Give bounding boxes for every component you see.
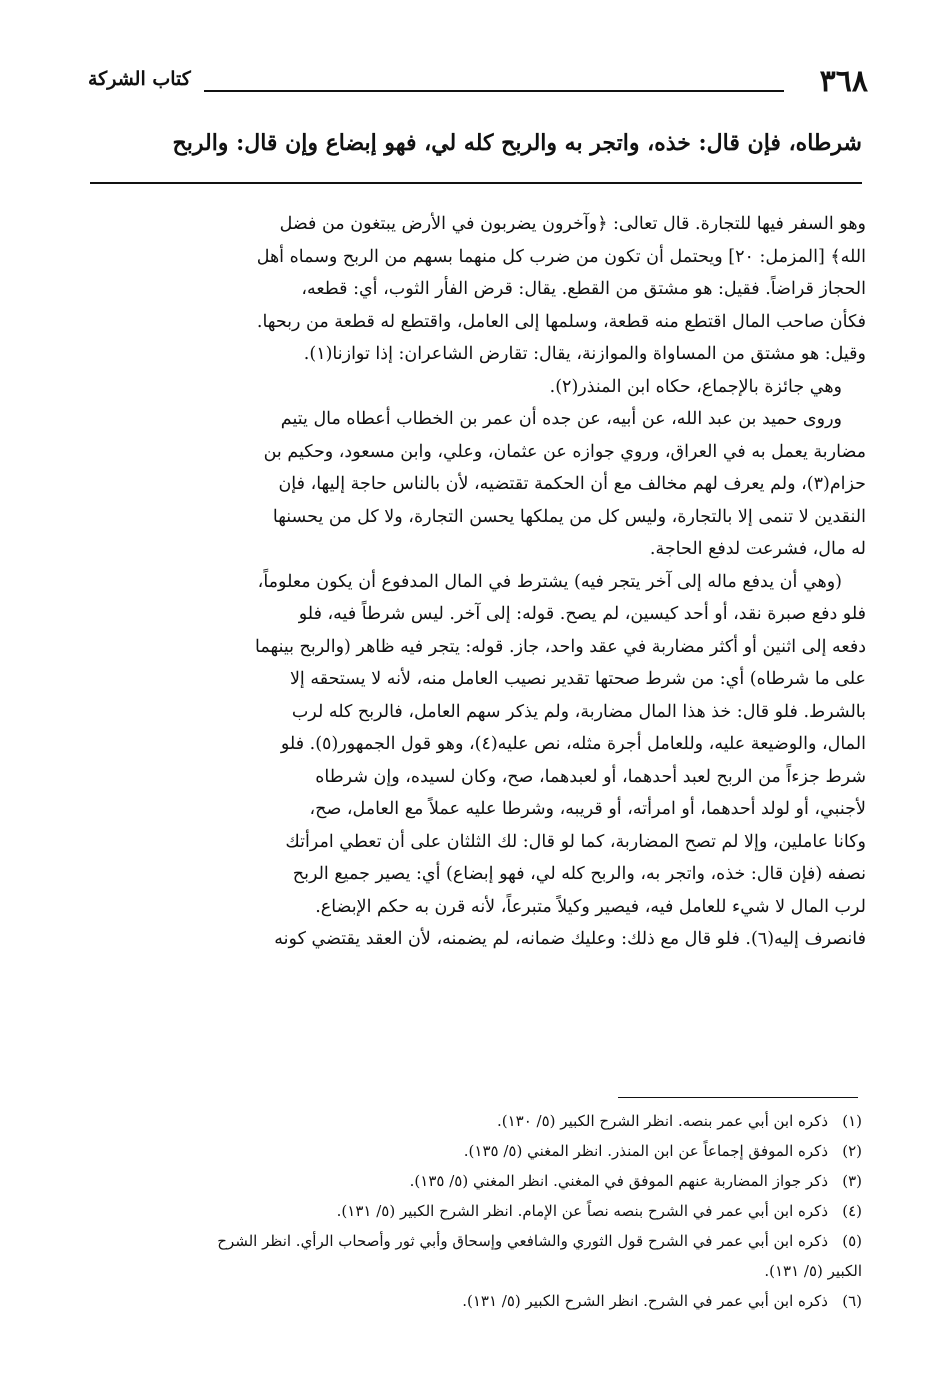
footnote-item <box>86 1106 862 1136</box>
footnote-continuation: الكبير (٥/ ١٣١). <box>764 1262 862 1280</box>
footnote-divider <box>618 1097 858 1098</box>
footnote-number: (٥) <box>842 1232 862 1250</box>
footnote-text: ذكر جواز المضاربة عنهم الموفق في المغني. انظر المغني (٥/ ١٣٥). <box>409 1172 828 1190</box>
body-line: وقيل: هو مشتق من المساواة والموازنة، يقال: تقارض الشاعران: إذا توازنا(١). <box>303 344 866 364</box>
commentary-body <box>86 208 866 956</box>
footnote-item <box>86 1286 862 1316</box>
body-line: النقدين لا تنمى إلا بالتجارة، وليس كل من يملكها يحسن التجارة، ولا كل من يحسنها <box>272 506 866 527</box>
footnote-text: ذكره الموفق إجماعاً عن ابن المنذر. انظر المغني (٥/ ١٣٥). <box>463 1142 828 1160</box>
body-line: وهي جائزة بالإجماع، حكاه ابن المنذر(٢). <box>549 376 842 397</box>
body-line: وهو السفر فيها للتجارة. قال تعالى: ﴿وآخرون يضربون في الأرض يبتغون من فضل <box>279 214 866 234</box>
matn-text: شرطاه، فإن قال: خذه، واتجر به والربح كله لي، فهو إبضاع وإن قال: والربح <box>172 130 862 156</box>
body-line: بالشرط. فلو قال: خذ هذا المال مضاربة، ولم يذكر سهم العامل، فالربح كله لرب <box>291 701 866 722</box>
footnote-item <box>86 1166 862 1196</box>
body-line: حزام(٣)، ولم يعرف لهم مخالف مع أن الحكمة تقتضيه، لأن بالناس حاجة إليها، فإن <box>278 474 866 494</box>
footnote-number: (١) <box>842 1112 862 1130</box>
header-rule <box>204 90 784 92</box>
footnote-item <box>86 1136 862 1166</box>
footnote-text: ذكره ابن أبي عمر في الشرح قول الثوري والشافعي وإسحاق وأبي ثور وأصحاب الرأي. انظر الشرح <box>217 1232 828 1250</box>
body-line: دفعه إلى اثنين أو أكثر مضاربة في عقد واحد، جاز. قوله: يتجر فيه ظاهر (والربح بينهما <box>255 636 866 657</box>
body-line: فلو دفع صبرة نقد، أو أحد كيسين، لم يصح. قوله: إلى آخر. ليس شرطاً فيه، فلو <box>298 604 866 624</box>
body-line: نصفه (فإن قال: خذه، واتجر به، والربح كله لي، فهو إبضاع) أي: يصير جميع الربح <box>292 864 866 884</box>
footnote-item <box>86 1196 862 1226</box>
page-header <box>88 60 868 100</box>
running-title: كتاب الشركة <box>88 68 191 90</box>
footnote-number: (٣) <box>842 1172 862 1190</box>
footnote-text: ذكره ابن أبي عمر بنصه. انظر الشرح الكبير (٥/ ١٣٠). <box>496 1112 828 1130</box>
body-line: المال، والوضيعة عليه، وللعامل أجرة مثله، نص عليه(٤)، وهو قول الجمهور(٥). فلو <box>280 734 866 754</box>
footnote-item <box>86 1226 862 1256</box>
footnote-number: (٦) <box>842 1292 862 1310</box>
footnotes <box>86 1106 862 1316</box>
body-line: الله﴾ [المزمل: ٢٠] ويحتمل أن تكون من ضرب كل منهما بسهم من الربح وسماه أهل <box>256 246 866 267</box>
body-line: له مال، فشرعت لدفع الحاجة. <box>649 539 866 559</box>
footnote-number: (٢) <box>842 1142 862 1160</box>
matn-divider <box>90 182 862 184</box>
page-number: ٣٦٨ <box>819 64 868 99</box>
footnote-text: ذكره ابن أبي عمر في الشرح بنصه نصاً عن الإمام. انظر الشرح الكبير (٥/ ١٣١). <box>336 1202 828 1220</box>
body-line: (وهي أن يدفع ماله إلى آخر يتجر فيه) يشترط في المال المدفوع أن يكون معلوماً، <box>257 571 842 592</box>
body-line: شرط جزءاً من الربح لعبد أحدهما، أو لعبدهما، صح، وكان لسيده، وإن شرطاه <box>315 766 866 787</box>
body-line: لرب المال لا شيء للعامل فيه، فيصير وكيلاً متبرعاً، لأنه قرن به حكم الإبضاع. <box>315 896 866 917</box>
footnote-text: ذكره ابن أبي عمر في الشرح. انظر الشرح الكبير (٥/ ١٣١). <box>462 1292 828 1310</box>
body-line: فانصرف إليه(٦). فلو قال مع ذلك: وعليك ضمانه، لم يضمنه، لأن العقد يقتضي كونه <box>274 929 866 949</box>
body-line: على ما شرطاه) أي: من شرط صحتها تقدير نصيب العامل منه، لأنه لا يستحقه إلا <box>289 669 866 689</box>
body-line: وكانا عاملين، وإلا لم تصح المضاربة، كما لو قال: لك الثلثان على أن تعطي امرأتك <box>285 831 866 852</box>
body-line: وروى حميد بن عبد الله، عن أبيه، عن جده أن عمر بن الخطاب أعطاه مال يتيم <box>280 409 842 429</box>
body-line: الحجاز قراضاً. فقيل: هو مشتق من القطع. يقال: قرض الفأر الثوب، أي: قطعه، <box>301 279 866 299</box>
footnote-number: (٤) <box>842 1202 862 1220</box>
body-line: مضاربة يعمل به في العراق، وروي جوازه عن عثمان، وعلي، وابن مسعود، وحكيم بن <box>263 441 866 462</box>
body-line: لأجنبي، أو لولد أحدهما، أو امرأته، أو قريبه، وشرطا عليه عملاً مع العامل، صح، <box>309 799 866 819</box>
body-line: فكأن صاحب المال اقتطع منه قطعة، وسلمها إلى العامل، واقتطع له قطعة من ربحها. <box>256 311 866 332</box>
